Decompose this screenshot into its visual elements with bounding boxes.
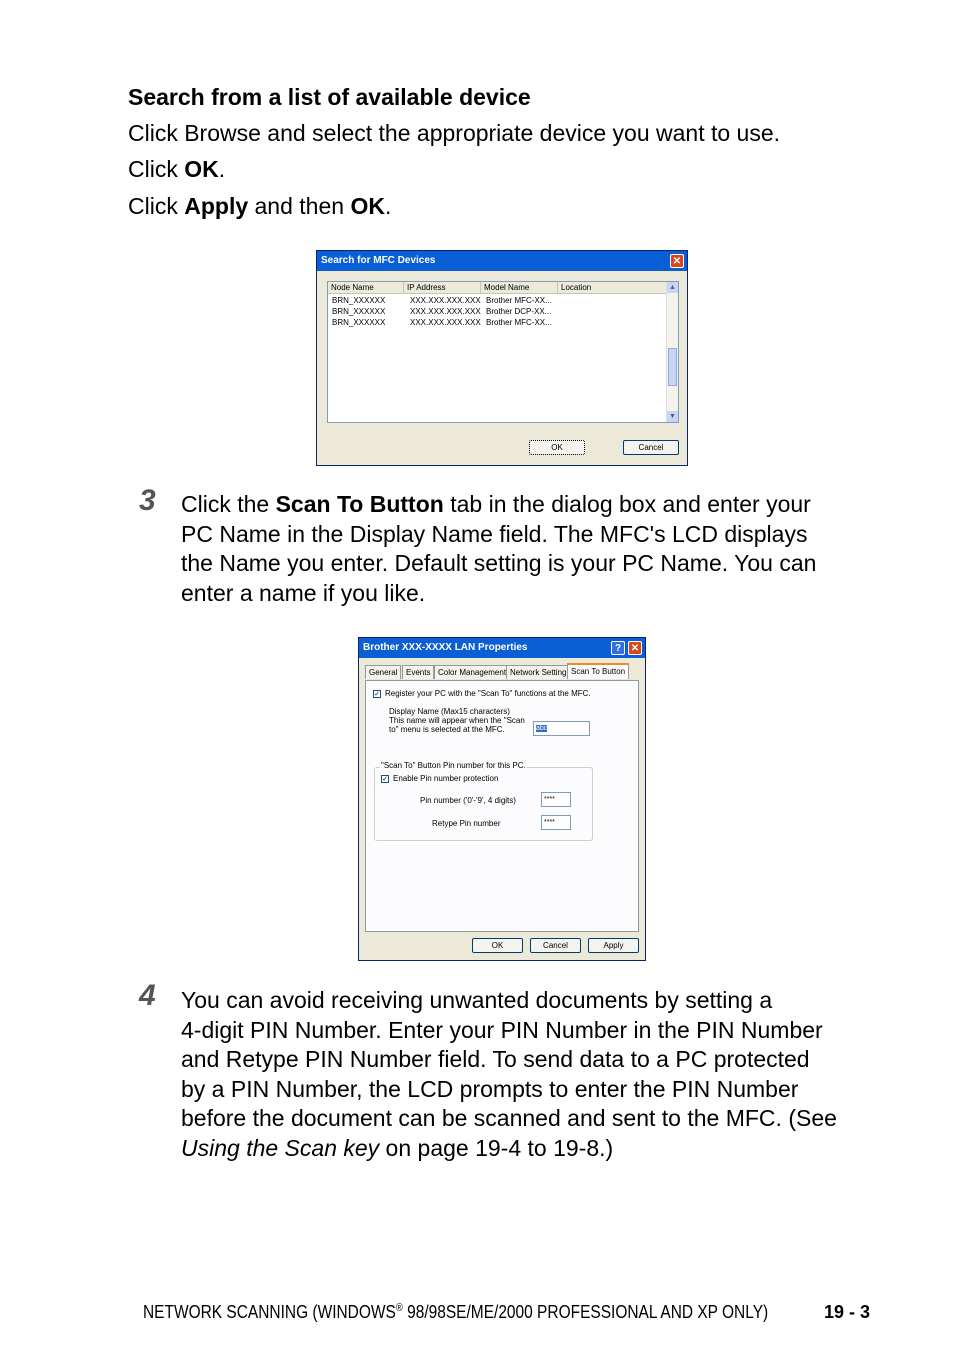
cancel-button[interactable]: Cancel	[530, 938, 581, 953]
step4-line: 4-digit PIN Number. Enter your PIN Number in the PIN Number	[181, 1016, 823, 1043]
step3-line: enter a name if you like.	[181, 579, 426, 606]
scroll-thumb[interactable]	[668, 348, 677, 386]
node-name-cell: BRN_XXXXXX	[332, 296, 386, 305]
step-number: 4	[139, 979, 156, 1012]
dialog-title: Brother XXX-XXXX LAN Properties	[363, 642, 528, 653]
tab-general[interactable]: General	[365, 665, 401, 679]
model-name-cell: Brother MFC-XX...	[486, 296, 552, 305]
scroll-up-icon[interactable]: ▲	[667, 282, 678, 293]
enable-pin-checkbox[interactable]: ✓	[382, 776, 388, 783]
instruction-click-ok	[128, 155, 225, 184]
column-header-model-name[interactable]: Model Name	[481, 282, 558, 294]
dialog-titlebar	[317, 251, 687, 271]
instruction-text: Click	[128, 193, 185, 219]
instruction-browse: Click Browse and select the appropriate device you want to use.	[128, 120, 781, 146]
instruction-text: .	[218, 156, 226, 182]
tab-strip	[365, 665, 641, 681]
node-name-cell: BRN_XXXXXX	[332, 307, 386, 316]
cross-reference: Using the Scan key	[181, 1134, 380, 1161]
instruction-text: Click the	[181, 491, 276, 517]
instruction-text: Click	[128, 156, 185, 182]
display-name-description	[389, 707, 525, 734]
cancel-button[interactable]: Cancel	[623, 440, 679, 455]
pin-number-label: Pin number ('0'-'9', 4 digits)	[420, 796, 516, 805]
display-name-field[interactable]	[533, 721, 590, 736]
help-icon[interactable]: ?	[611, 641, 625, 655]
step3-line: PC Name in the Display Name field. The MFC's LCD displays	[181, 520, 808, 547]
tab-network-setting[interactable]: Network Setting	[506, 665, 570, 679]
apply-button[interactable]: Apply	[588, 938, 639, 953]
close-icon[interactable]: ✕	[628, 641, 642, 655]
column-header-ip-address[interactable]: IP Address	[404, 282, 481, 294]
step4-line: by a PIN Number, the LCD prompts to enter the PIN Number	[181, 1075, 799, 1102]
column-header-location[interactable]: Location	[558, 282, 668, 294]
page-footer	[143, 1302, 768, 1323]
retype-pin-field[interactable]: ****	[541, 815, 571, 830]
device-list[interactable]	[327, 281, 679, 423]
ok-button[interactable]: OK	[529, 440, 585, 455]
pin-number-field[interactable]: ****	[541, 792, 571, 807]
section-heading: Search from a list of available device	[128, 84, 531, 110]
display-name-help: to" menu is selected at the MFC.	[389, 725, 505, 734]
step3-line: the Name you enter. Default setting is your PC Name. You can	[181, 550, 817, 576]
model-name-cell: Brother DCP-XX...	[486, 307, 552, 316]
register-checkbox[interactable]: ✓	[374, 691, 380, 698]
display-name-value: abc	[536, 725, 548, 732]
scroll-down-icon[interactable]: ▼	[667, 411, 678, 422]
tab-color-management[interactable]: Color Management	[434, 665, 510, 679]
step3-text	[181, 490, 881, 608]
display-name-label: Display Name (Max15 characters)	[389, 707, 510, 716]
ip-address-cell: XXX.XXX.XXX.XXX	[410, 296, 481, 305]
step4-line	[181, 1134, 891, 1164]
instruction-text: tab in the dialog box and enter your	[443, 491, 811, 517]
model-name-cell: Brother MFC-XX...	[486, 318, 552, 327]
retype-pin-label: Retype Pin number	[432, 819, 501, 828]
dialog-title: Search for MFC Devices	[321, 255, 436, 266]
search-mfc-devices-dialog	[316, 250, 688, 466]
instruction-text: .	[384, 193, 392, 219]
column-header-node-name[interactable]: Node Name	[328, 282, 404, 294]
step3-line	[181, 490, 881, 520]
footer-text: 98/98SE/ME/2000 PROFESSIONAL AND XP ONLY)	[402, 1302, 769, 1322]
lan-properties-dialog	[358, 637, 646, 961]
register-label: Register your PC with the "Scan To" functions at the MFC.	[385, 689, 591, 698]
pin-group-title: "Scan To" Button Pin number for this PC.	[381, 761, 526, 770]
footer-text: NETWORK SCANNING (WINDOWS	[143, 1302, 396, 1322]
instruction-text: and then	[248, 193, 351, 219]
ip-address-cell: XXX.XXX.XXX.XXX	[410, 307, 481, 316]
vertical-scrollbar[interactable]	[666, 282, 678, 422]
tab-scan-to-button[interactable]: Scan To Button	[567, 663, 629, 679]
registered-mark: ®	[395, 1302, 403, 1314]
instruction-click-apply	[128, 192, 391, 221]
node-name-cell: BRN_XXXXXX	[332, 318, 386, 327]
step4-line: You can avoid receiving unwanted documents by setting a	[181, 987, 773, 1013]
ok-button[interactable]: OK	[472, 938, 523, 953]
display-name-help: This name will appear when the "Scan	[389, 716, 525, 725]
step-number: 3	[139, 484, 156, 517]
page-number: 19 - 3	[824, 1302, 871, 1322]
ok-keyword: OK	[350, 193, 385, 219]
step4-line: before the document can be scanned and sent to the MFC. (See	[181, 1105, 837, 1131]
apply-keyword: Apply	[184, 193, 249, 219]
enable-pin-label: Enable Pin number protection	[393, 774, 499, 783]
close-icon[interactable]: ✕	[670, 254, 684, 268]
dialog-titlebar	[359, 638, 645, 658]
ok-keyword: OK	[184, 156, 219, 182]
step4-text	[181, 986, 891, 1163]
ip-address-cell: XXX.XXX.XXX.XXX	[410, 318, 481, 327]
instruction-text: on page 19-4 to 19-8.)	[379, 1134, 614, 1161]
tab-panel	[365, 680, 639, 932]
step4-line: and Retype PIN Number field. To send data to a PC protected	[181, 1046, 810, 1072]
scan-to-button-keyword: Scan To Button	[275, 491, 444, 517]
tab-events[interactable]: Events	[402, 665, 434, 679]
